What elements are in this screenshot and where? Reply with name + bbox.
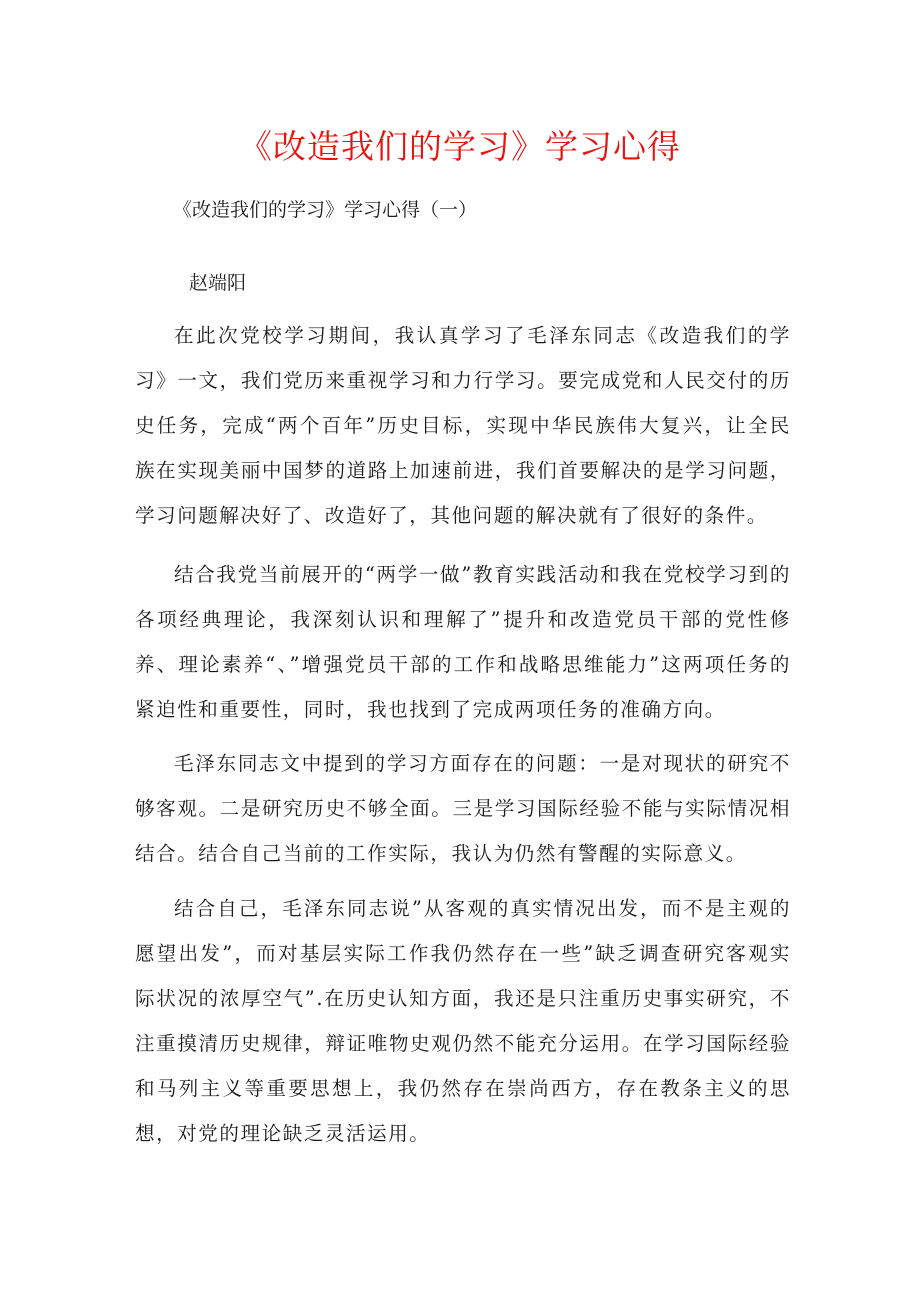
paragraph-3: 毛泽东同志文中提到的学习方面存在的问题：一是对现状的研究不够客观。二是研究历史不够全面。三是学习国际经验不能与实际情况相结合。结合自己当前的工作实际，我认为仍然有警醒的实际意义。 xyxy=(135,752,791,865)
document-title: 《改造我们的学习》学习心得 xyxy=(239,127,681,166)
paragraph-4: 结合自己，毛泽东同志说”从客观的真实情况出发，而不是主观的愿望出发”，而对基层实际工作我仍然存在一些”缺乏调查研究客观实际状况的浓厚空气”.在历史认知方面，我还是只注重历史事实研究，不注重摸清历史规律，辩证唯物史观仍然不能充分运用。在学习国际经验和马列主义等重要思想上，我仍然存在崇尚西方，存在教条主义的思想，对党的理论缺乏灵活运用。 xyxy=(135,897,791,1145)
author-name: 赵端阳 xyxy=(189,272,247,294)
paragraph-2: 结合我党当前展开的“两学一做”教育实践活动和我在党校学习到的各项经典理论，我深刻认识和理解了”提升和改造党员干部的党性修养、理论素养“、”增强党员干部的工作和战略思维能力”这两项任务的紧迫性和重要性，同时，我也找到了完成两项任务的准确方向。 xyxy=(135,563,791,721)
paragraph-1: 在此次党校学习期间，我认真学习了毛泽东同志《改造我们的学习》一文，我们党历来重视学习和力行学习。要完成党和人民交付的历史任务，完成“两个百年”历史目标，实现中华民族伟大复兴，让全民族在实现美丽中国梦的道路上加速前进，我们首要解决的是学习问题，学习问题解决好了、改造好了，其他问题的解决就有了很好的条件。 xyxy=(135,324,791,527)
section-subtitle: 《改造我们的学习》学习心得（一） xyxy=(173,199,478,221)
